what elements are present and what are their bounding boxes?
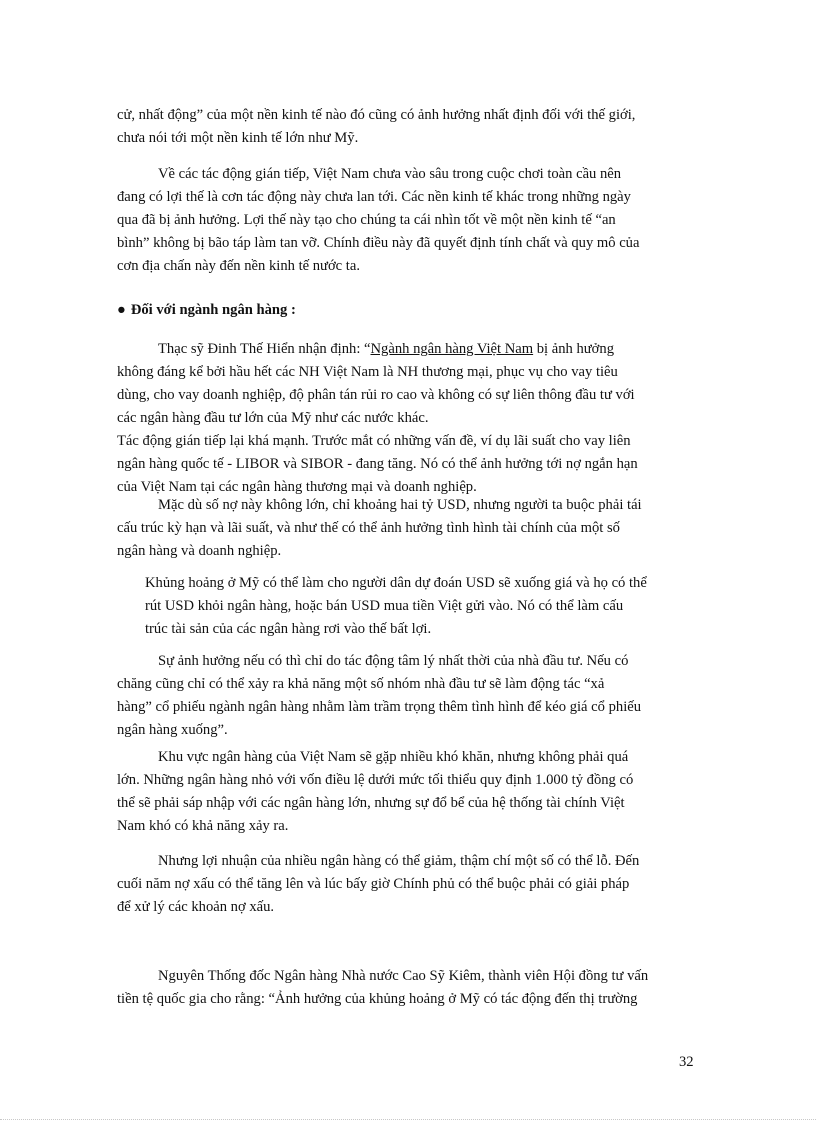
text-line: chưa nói tới một nền kinh tế lớn như Mỹ. [117,130,359,146]
page-number: 32 [679,1054,694,1070]
text-fragment: Thạc sỹ Đinh Thế Hiển nhận định: “ [158,341,371,357]
text-line: ngân hàng xuống”. [117,722,228,738]
paragraph [117,338,697,499]
text-line [117,338,697,361]
text-line: của Việt Nam tại các ngân hàng thương mại và doanh nghiệp. [117,479,477,495]
text-line: qua đã bị ảnh hưởng. Lợi thế này tạo cho chúng ta cái nhìn tốt về một nền kinh tế “an [117,212,616,228]
paragraph [117,104,697,150]
text-line: ngân hàng quốc tế - LIBOR và SIBOR - đang tăng. Nó có thể ảnh hưởng tới nợ ngắn hạn [117,456,638,472]
paragraph [117,650,697,742]
section-heading [117,299,296,322]
text-line: ngân hàng và doanh nghiệp. [117,543,282,559]
paragraph [117,746,697,838]
paragraph [145,572,697,641]
text-line: Nguyên Thống đốc Ngân hàng Nhà nước Cao Sỹ Kiêm, thành viên Hội đồng tư vấn [158,968,649,984]
text-line: Mặc dù số nợ này không lớn, chỉ khoảng hai tỷ USD, nhưng người ta buộc phải tái [158,497,642,513]
text-line: không đáng kể bởi hầu hết các NH Việt Nam là NH thương mại, phục vụ cho vay tiêu [117,364,618,380]
text-line: thể sẽ phải sáp nhập với các ngân hàng lớn, nhưng sự đổ bể của hệ thống tài chính Việt [117,795,625,811]
text-line: Sự ảnh hưởng nếu có thì chỉ do tác động tâm lý nhất thời của nhà đầu tư. Nếu có [158,653,629,669]
text-line: trúc tài sản của các ngân hàng rơi vào thế bất lợi. [145,621,432,637]
underlined-phrase: Ngành ngân hàng Việt Nam [370,341,534,357]
paragraph [117,965,697,1011]
text-line: để xử lý các khoản nợ xấu. [117,899,275,915]
text-line: Khủng hoảng ở Mỹ có thể làm cho người dân dự đoán USD sẽ xuống giá và họ có thể [145,575,647,591]
text-line: cấu trúc kỳ hạn và lãi suất, và như thế có thể ảnh hưởng tình hình tài chính của một số [117,520,620,536]
bullet-icon: ● [117,302,126,318]
paragraph [117,163,697,278]
text-line: dùng, cho vay doanh nghiệp, độ phân tán rủi ro cao và không có sự liên thông đầu tư với [117,387,635,403]
paragraph [117,850,697,919]
text-fragment: bị ảnh hưởng [533,341,614,357]
text-line: Nam khó có khả năng xảy ra. [117,818,289,834]
text-line: cơn địa chấn này đến nền kinh tế nước ta. [117,258,360,274]
text-line: đang có lợi thế là cơn tác động này chưa lan tới. Các nền kinh tế khác trong những ngày [117,189,631,205]
text-line: cử, nhất động” của một nền kinh tế nào đó cũng có ảnh hưởng nhất định đối với thế giới, [117,107,636,123]
text-line: hàng” cổ phiếu ngành ngân hàng nhằm làm trầm trọng thêm tình hình để kéo giá cổ phiếu [117,699,642,715]
text-line: Tác động gián tiếp lại khá mạnh. Trước mắt có những vấn đề, ví dụ lãi suất cho vay liên [117,433,631,449]
paragraph [117,494,697,563]
page-footer-divider [0,1119,816,1120]
text-line: tiền tệ quốc gia cho rằng: “Ảnh hưởng của khủng hoảng ở Mỹ có tác động đến thị trường [117,991,638,1007]
text-line: Nhưng lợi nhuận của nhiều ngân hàng có thể giảm, thậm chí một số có thể lỗ. Đến [158,853,640,869]
text-line: các ngân hàng đầu tư lớn của Mỹ như các nước khác. [117,410,429,426]
text-line: Khu vực ngân hàng của Việt Nam sẽ gặp nhiều khó khăn, nhưng không phải quá [158,749,629,765]
text-line: chăng cũng chỉ có thể xảy ra khả năng một số nhóm nhà đầu tư sẽ làm động tác “xả [117,676,605,692]
text-line: rút USD khỏi ngân hàng, hoặc bán USD mua tiền Việt gửi vào. Nó có thể làm cấu [145,598,624,614]
text-line: cuối năm nợ xấu có thể tăng lên và lúc bấy giờ Chính phủ có thể buộc phải có giải pháp [117,876,630,892]
text-line: bình” không bị bão táp làm tan vỡ. Chính điều này đã quyết định tính chất và quy mô của [117,235,640,251]
text-line: Về các tác động gián tiếp, Việt Nam chưa vào sâu trong cuộc chơi toàn cầu nên [158,166,622,182]
section-heading-text: Đối với ngành ngân hàng : [130,302,296,318]
text-line: lớn. Những ngân hàng nhỏ với vốn điều lệ dưới mức tối thiểu quy định 1.000 tỷ đồng có [117,772,634,788]
